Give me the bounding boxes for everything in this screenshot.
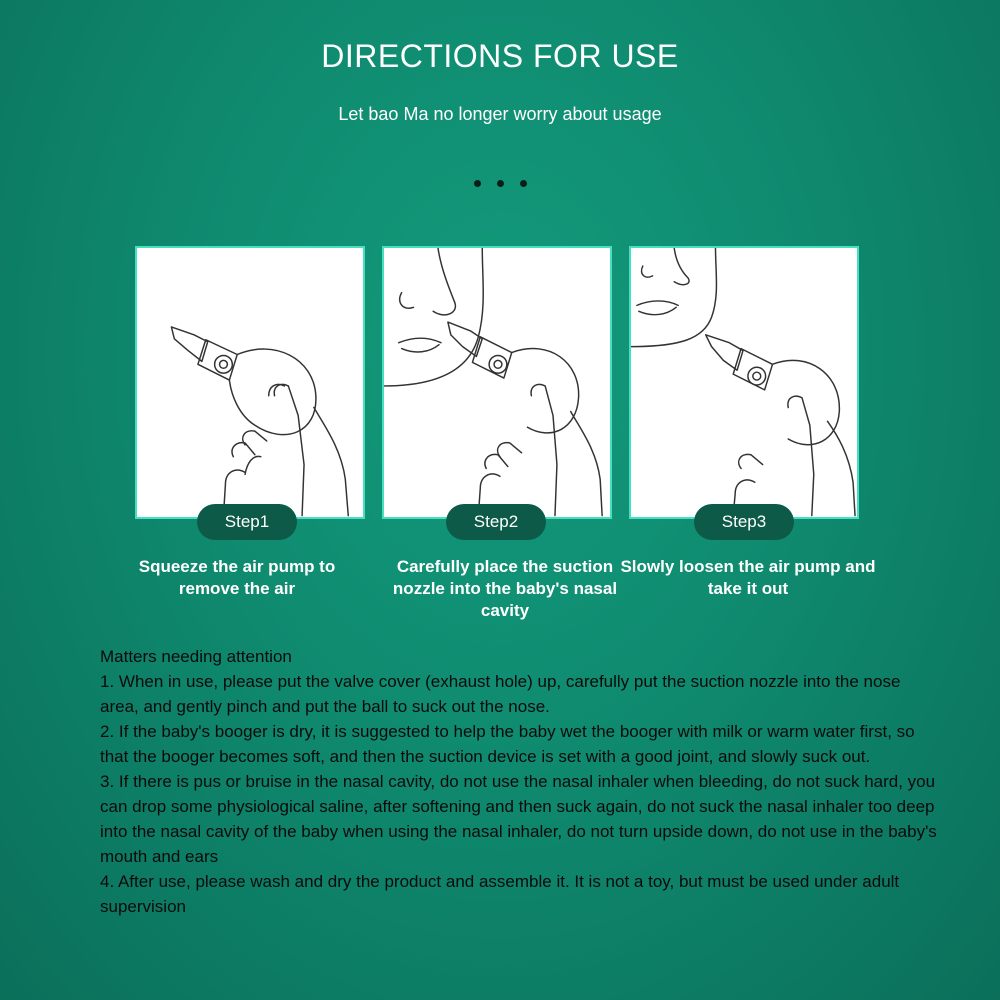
step1-badge: Step1 bbox=[197, 504, 297, 540]
step2-badge: Step2 bbox=[446, 504, 546, 540]
hand-squeezing-pump-illustration bbox=[137, 248, 363, 517]
step1-description: Squeeze the air pump to remove the air bbox=[138, 557, 336, 598]
step3-illustration-card bbox=[629, 246, 859, 519]
dot bbox=[520, 180, 527, 187]
dot bbox=[474, 180, 481, 187]
pump-withdrawn-illustration bbox=[631, 248, 857, 517]
step3-badge: Step3 bbox=[694, 504, 794, 540]
step3-description: Slowly loosen the air pump and take it out bbox=[620, 557, 876, 598]
attention-item: 1. When in use, please put the valve cover (exhaust hole) up, carefully put the suction nozzle into the nose area, and gently pinch and put the ball to suck out the nose. bbox=[100, 672, 901, 716]
step1-illustration-card bbox=[135, 246, 365, 519]
attention-notes bbox=[100, 644, 940, 919]
attention-item: 2. If the baby's booger is dry, it is suggested to help the baby wet the booger with milk or warm water first, so that the booger becomes soft, and then the suction device is set with a good joint, and slowly suck out. bbox=[100, 722, 915, 766]
dot bbox=[497, 180, 504, 187]
decorative-dots bbox=[0, 180, 1000, 187]
attention-item: 3. If there is pus or bruise in the nasal cavity, do not use the nasal inhaler when bleeding, do not suck hard, you can drop some physiological saline, after softening and then suck again, do not suck the nasal inhaler too deep into the nasal cavity of the baby when using the nasal inhaler, do not turn upside down, do not use in the baby's mouth and ears bbox=[100, 772, 937, 866]
step2-description: Carefully place the suction nozzle into the baby's nasal cavity bbox=[392, 557, 618, 620]
nozzle-at-nose-illustration bbox=[384, 248, 610, 517]
page-subtitle: Let bao Ma no longer worry about usage bbox=[338, 104, 662, 124]
attention-heading: Matters needing attention bbox=[100, 647, 292, 666]
page-title: DIRECTIONS FOR USE bbox=[321, 38, 679, 74]
step2-illustration-card bbox=[382, 246, 612, 519]
attention-item: 4. After use, please wash and dry the product and assemble it. It is not a toy, but must be used under adult supervision bbox=[100, 872, 900, 916]
